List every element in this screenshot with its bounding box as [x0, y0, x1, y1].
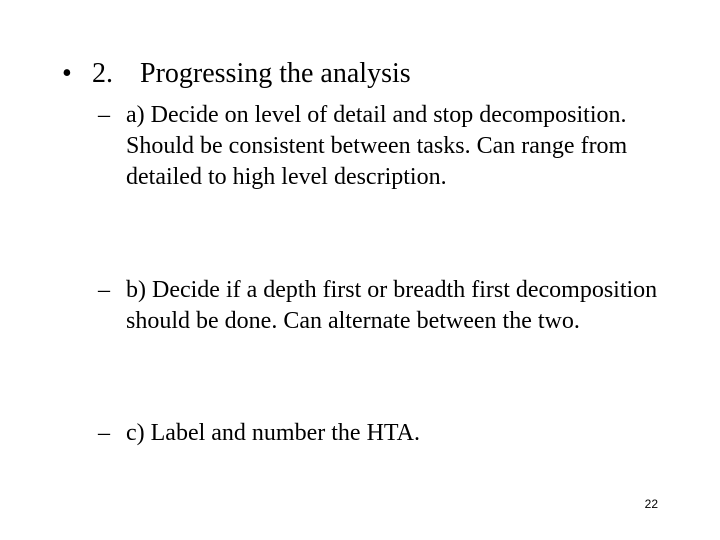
sub-bullet-b	[98, 275, 678, 337]
sub-bullet-text: a) Decide on level of detail and stop decomposition. Should be consistent between tasks. Can range from detailed to high level description.	[126, 102, 628, 190]
sub-bullet-text: b) Decide if a depth first or breadth first decomposition should be done. Can alternate between the two.	[126, 277, 658, 334]
slide-heading	[62, 56, 411, 92]
bullet-icon: •	[62, 58, 72, 89]
dash-icon: –	[98, 420, 110, 446]
sub-bullet-text: c) Label and number the HTA.	[126, 420, 420, 446]
sub-bullet-c	[98, 418, 678, 449]
sub-bullet-a	[98, 100, 678, 193]
heading-number: 2.	[92, 58, 113, 89]
heading-title: Progressing the analysis	[140, 58, 411, 89]
dash-icon: –	[98, 277, 110, 303]
page-number: 22	[644, 497, 658, 511]
dash-icon: –	[98, 102, 110, 128]
